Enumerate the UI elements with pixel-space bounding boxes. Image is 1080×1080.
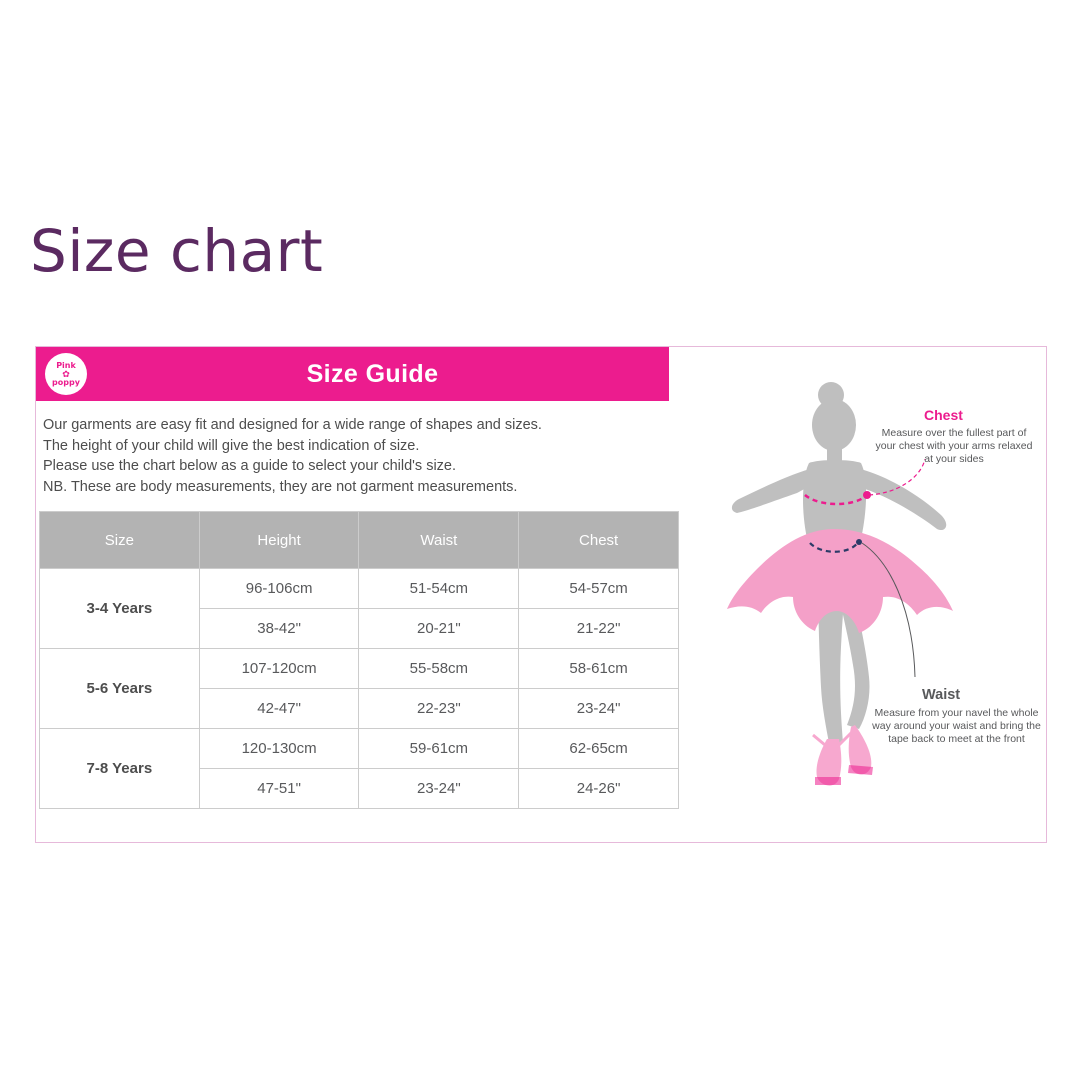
cell-chest-imperial: 24-26" — [519, 769, 679, 809]
cell-height-imperial: 47-51" — [199, 769, 359, 809]
ballerina-figure-icon — [669, 347, 1048, 842]
table-row — [40, 729, 679, 769]
measurement-illustration — [669, 347, 1048, 842]
row-size-label: 5-6 Years — [40, 649, 200, 729]
cell-chest-metric: 58-61cm — [519, 649, 679, 689]
brand-logo — [45, 353, 87, 395]
column-header-waist: Waist — [359, 512, 519, 569]
cell-waist-imperial: 23-24" — [359, 769, 519, 809]
page-title: Size chart — [30, 217, 324, 285]
chest-annotation-text: Measure over the fullest part of your chest with your arms relaxed at your sides — [875, 427, 1033, 465]
intro-line-3: Please use the chart below as a guide to select your child's size. — [43, 458, 457, 474]
cell-waist-metric: 51-54cm — [359, 569, 519, 609]
table-row — [40, 649, 679, 689]
intro-line-1: Our garments are easy fit and designed for a wide range of shapes and sizes. — [43, 417, 542, 433]
table-header-row — [40, 512, 679, 569]
cell-waist-imperial: 22-23" — [359, 689, 519, 729]
intro-line-4: NB. These are body measurements, they are not garment measurements. — [43, 478, 518, 495]
column-header-size: Size — [40, 512, 200, 569]
table-row — [40, 569, 679, 609]
cell-chest-imperial: 23-24" — [519, 689, 679, 729]
intro-paragraph — [43, 415, 663, 497]
cell-waist-metric: 55-58cm — [359, 649, 519, 689]
brand-logo-line2: poppy — [52, 377, 80, 387]
chest-annotation-title: Chest — [924, 407, 963, 423]
brand-logo-line1: Pink — [56, 360, 76, 370]
row-size-label: 3-4 Years — [40, 569, 200, 649]
cell-chest-metric: 62-65cm — [519, 729, 679, 769]
cell-height-metric: 120-130cm — [199, 729, 359, 769]
size-guide-header — [36, 347, 669, 401]
column-header-chest: Chest — [519, 512, 679, 569]
cell-waist-imperial: 20-21" — [359, 609, 519, 649]
cell-height-metric: 107-120cm — [199, 649, 359, 689]
cell-chest-imperial: 21-22" — [519, 609, 679, 649]
flower-icon: ✿ — [62, 368, 70, 379]
waist-annotation-title: Waist — [922, 687, 961, 703]
intro-line-2: The height of your child will give the best indication of size. — [43, 437, 420, 454]
cell-height-imperial: 38-42" — [199, 609, 359, 649]
cell-waist-metric: 59-61cm — [359, 729, 519, 769]
cell-height-imperial: 42-47" — [199, 689, 359, 729]
cell-chest-metric: 54-57cm — [519, 569, 679, 609]
size-table — [39, 511, 679, 809]
row-size-label: 7-8 Years — [40, 729, 200, 809]
cell-height-metric: 96-106cm — [199, 569, 359, 609]
column-header-height: Height — [199, 512, 359, 569]
size-guide-card — [35, 346, 1047, 843]
size-guide-title: Size Guide — [306, 359, 439, 388]
waist-annotation-text: Measure from your navel the whole way around your waist and bring the tape back to meet at the front — [872, 707, 1041, 745]
